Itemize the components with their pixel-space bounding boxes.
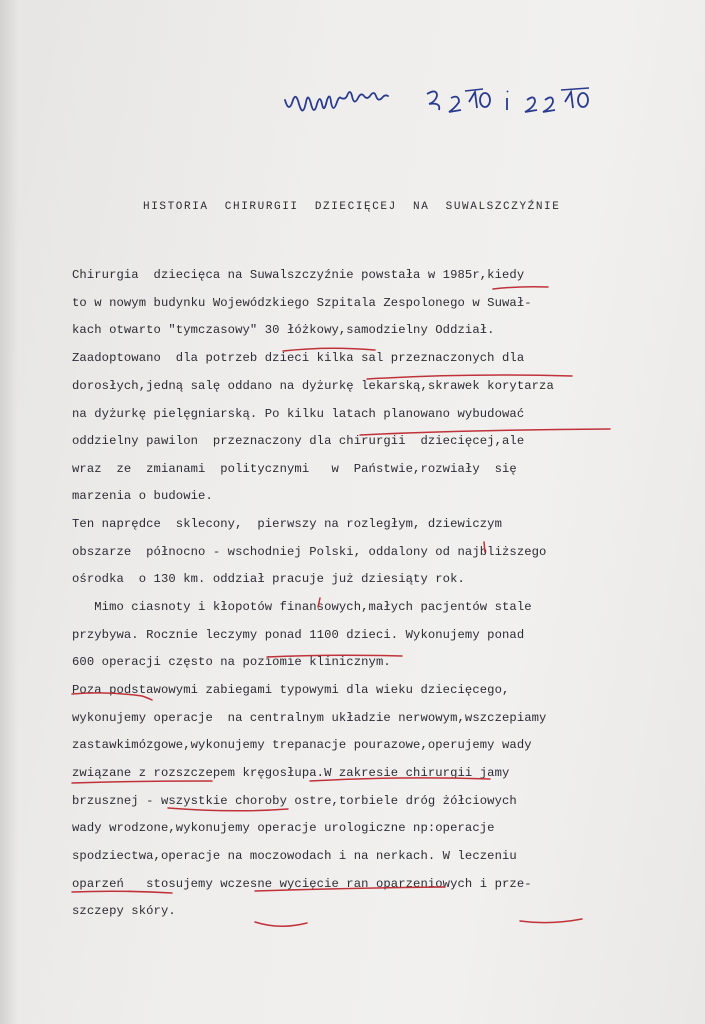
text-line: Poza podstawowymi zabiegami typowymi dla wieku dziecięcego, bbox=[72, 683, 510, 697]
text-line: wady wrodzone,wykonujemy operacje urologiczne np:operacje bbox=[72, 821, 495, 835]
text-line: dorosłych,jedną salę oddano na dyżurkę lekarską,skrawek korytarza bbox=[72, 379, 554, 393]
handwritten-note bbox=[283, 82, 613, 122]
handwriting-scribble bbox=[283, 82, 613, 122]
text-line: przybywa. Rocznie leczymy ponad 1100 dzieci. Wykonujemy ponad bbox=[72, 628, 525, 642]
text-line: Zaadoptowano dla potrzeb dzieci kilka sal przeznaczonych dla bbox=[72, 351, 525, 365]
text-line: związane z rozszczepem kręgosłupa.W zakresie chirurgii jamy bbox=[72, 766, 510, 780]
underline-zastawki bbox=[72, 781, 212, 783]
text-line: szczepy skóry. bbox=[72, 904, 176, 918]
underline-rozszczepem bbox=[168, 808, 288, 811]
underline-i-prze bbox=[520, 919, 582, 923]
text-line: ośrodka o 130 km. oddział pracuje już dziesiąty rok. bbox=[72, 572, 465, 586]
text-line: brzusznej - wszystkie choroby ostre,torbiele dróg żółciowych bbox=[72, 794, 517, 808]
text-line: obszarze północno - wschodniej Polski, oddalony od najbliższego bbox=[72, 545, 547, 559]
text-line: spodziectwa,operacje na moczowodach i na nerkach. W leczeniu bbox=[72, 849, 517, 863]
document-title: HISTORIA CHIRURGII DZIECIĘCEJ NA SUWALSZCZYŹNIE bbox=[143, 201, 561, 213]
text-line: wykonujemy operacje na centralnym układzie nerwowym,wszczepiamy bbox=[72, 711, 547, 725]
underline-spodziectwa bbox=[72, 891, 172, 893]
text-line: Mimo ciasnoty i kłopotów finansowych,małych pacjentów stale bbox=[72, 600, 532, 614]
underline-1985 bbox=[493, 287, 548, 289]
text-line: marzenia o budowie. bbox=[72, 489, 213, 503]
text-line: wraz ze zmianami politycznymi w Państwie,rozwiały się bbox=[72, 462, 517, 476]
page-edge-shadow bbox=[0, 0, 18, 1024]
text-line: zastawkimózgowe,wykonujemy trepanacje pourazowe,operujemy wady bbox=[72, 738, 532, 752]
text-line: oparzeń stosujemy wczesne wycięcie ran oparzeniowych i prze- bbox=[72, 877, 532, 891]
text-line: Ten naprędce sklecony, pierwszy na rozległym, dziewiczym bbox=[72, 517, 502, 531]
text-line: kach otwarto "tymczasowy" 30 łóżkowy,samodzielny Oddział. bbox=[72, 323, 495, 337]
text-line: na dyżurkę pielęgniarską. Po kilku latach planowano wybudować bbox=[72, 407, 525, 421]
underline-wczesne bbox=[255, 922, 307, 926]
text-line: Chirurgia dziecięca na Suwalszczyźnie powstała w 1985r,kiedy bbox=[72, 268, 525, 282]
text-line: 600 operacji często na poziomie klinicznym. bbox=[72, 655, 391, 669]
text-line: oddzielny pawilon przeznaczony dla chirurgii dziecięcej,ale bbox=[72, 434, 525, 448]
text-line: to w nowym budynku Wojewódzkiego Szpitala Zespolonego w Suwał- bbox=[72, 296, 532, 310]
